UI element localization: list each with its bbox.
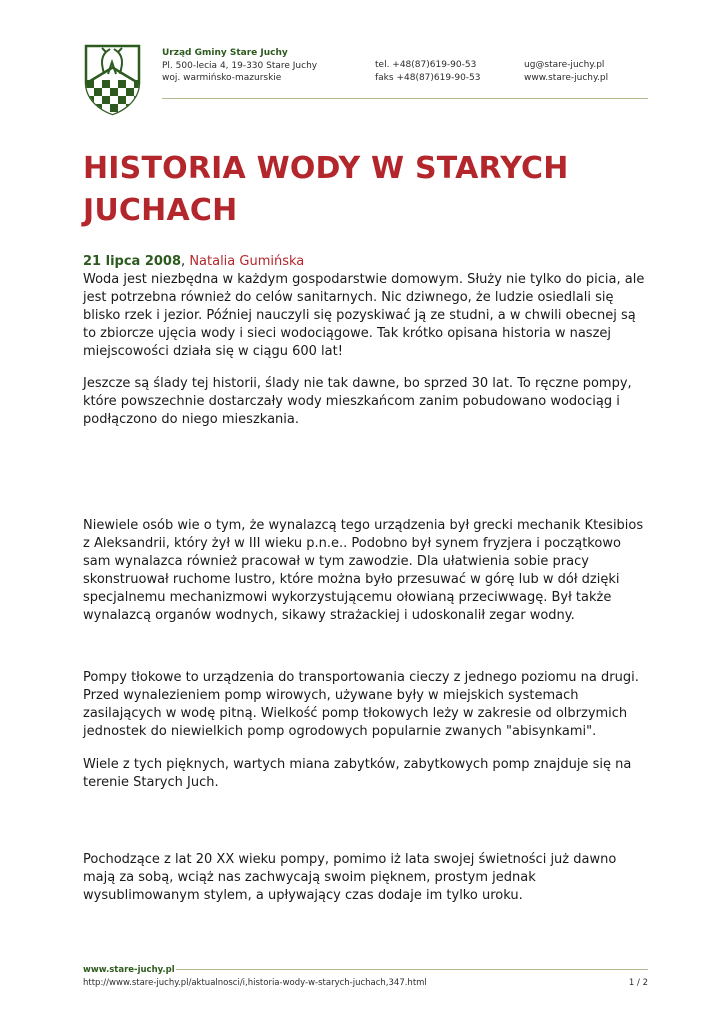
article-paragraph-4: Pompy tłokowe to urządzenia do transportowania cieczy z jednego poziomu na drugi. Przed wynalezieniem pomp wirowych, używane były w miejskich systemach zasilających w wodę pitną. Wielkość pomp tłokowych leży w zakresie od olbrzymich jednostek do niewielkich pomp ogrodowych popularnie zwanych "abisynkami". [83,670,639,739]
header-phone-block [375,59,481,84]
meta-separator: , [181,254,186,269]
article-paragraph-2: Jeszcze są ślady tej historii, ślady nie tak dawne, bo sprzed 30 lat. To ręczne pompy, które powszechnie dostarczały wody mieszkańcom zanim pobudowano wodociąg i podłączono do niego mieszkania. [83,376,632,427]
article-paragraph-3: Niewiele osób wie o tym, że wynalazcą tego urządzenia był grecki mechanik Ktesibios z Aleksandrii, który żył w III wieku p.n.e.. Podobno był synem fryzjera i początkowo sam wynalazca również pracował w tym zawodzie. Dla ułatwienia sobie pracy skonstruował ruchome lustro, które można było przesuwać w górę lub w dół dzięki specjalnemu mechanizmowi wykorzystującemu ołowianą przeciwwagę. Był także wynalazcą organów wodnych, sikawy strażackiej i udoskonalił zegar wodny. [83,518,644,623]
header-contact-block [524,59,608,84]
header-address-block [162,47,317,85]
footer-url-link[interactable]: http://www.stare-juchy.pl/aktualnosci/i,historia-wody-w-starych-juchach,347.html [83,978,427,988]
article-date: 21 lipca 2008 [83,254,182,269]
header-divider [162,98,648,99]
footer-divider [176,969,648,970]
page-number: 1 / 2 [628,978,648,988]
fax: faks +48(87)619-90-53 [375,72,481,83]
email-link[interactable]: ug@stare-juchy.pl [524,60,605,70]
footer-site-link[interactable]: www.stare-juchy.pl [83,965,175,975]
article-author: Natalia Gumińska [189,254,305,269]
article-paragraph-6: Pochodzące z lat 20 XX wieku pompy, pomimo iż lata swojej świetności już dawno mają za sobą, wciąż nas zachwycają swoim pięknem, prostym jednak wysublimowanym stylem, a upływający czas dodaje im tylko uroku. [83,852,617,903]
article-meta [83,253,304,271]
coat-of-arms-icon [84,44,141,116]
region: woj. warmińsko-mazurskie [162,73,282,83]
article-paragraph-5: Wiele z tych pięknych, wartych miana zabytków, zabytkowych pomp znajduje się na terenie Starych Juch. [83,757,632,790]
address-line: Pl. 500-lecia 4, 19-330 Stare Juchy [162,60,318,71]
phone: tel. +48(87)619-90-53 [375,60,477,70]
article-paragraph-1: Woda jest niezbędna w każdym gospodarstwie domowym. Służy nie tylko do picia, ale jest potrzebna również do celów sanitarnych. Nic dziwnego, że ludzie osiedlali się blisko rzek i jezior. Później nauczyli się pozyskiwać ją ze studni, a w chwili obecnej są to zbiorcze ujęcia wody i sieci wodociągowe. Tak krótko opisana historia w naszej miejscowości działa się w ciągu 600 lat! [83,272,645,359]
website-link[interactable]: www.stare-juchy.pl [524,72,609,83]
article-title: HISTORIA WODY W STARYCH JUCHACH [83,151,569,228]
org-name: Urząd Gminy Stare Juchy [162,48,288,58]
